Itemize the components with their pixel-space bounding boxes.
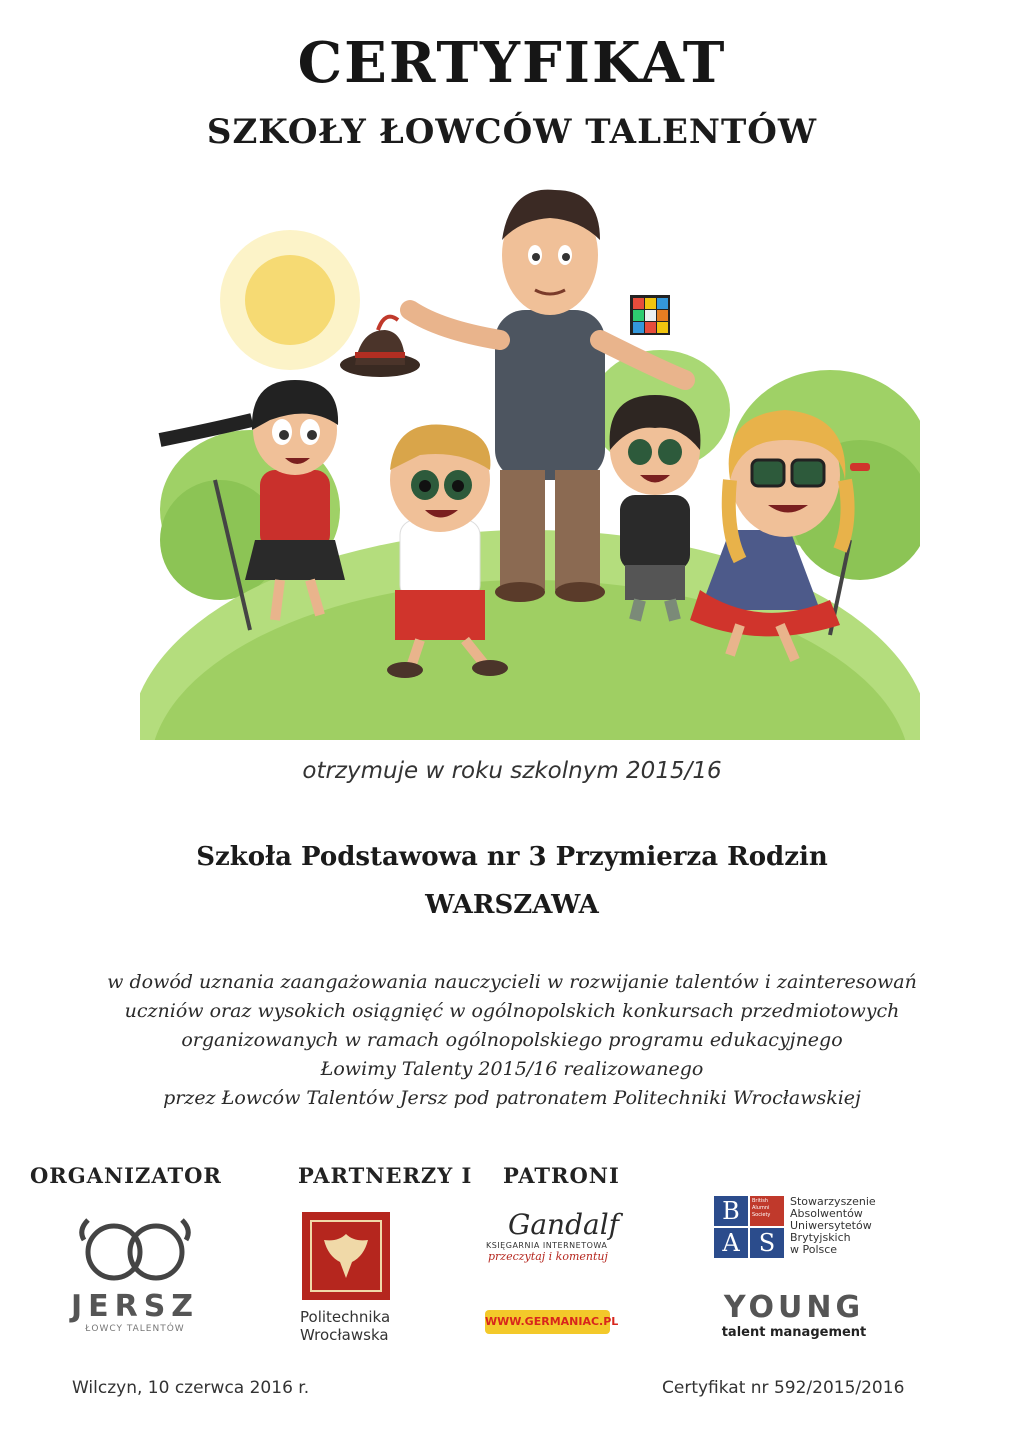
owl-eyes-icon	[70, 1210, 200, 1285]
bas-line: Absolwentów	[790, 1207, 863, 1220]
illustration-children-teacher	[140, 180, 920, 740]
description-line: przez Łowców Talentów Jersz pod patronatem Politechniki Wrocławskiej	[163, 1087, 861, 1109]
young-tagline: talent management	[721, 1325, 867, 1340]
description-line: Łowimy Talenty 2015/16 realizowanego	[320, 1058, 704, 1080]
young-name: YOUNG	[723, 1290, 865, 1325]
politechnika-logo	[300, 1212, 400, 1344]
politechnika-line1: Politechnika	[300, 1308, 391, 1326]
eagle-emblem-icon	[302, 1212, 390, 1300]
bas-text	[790, 1196, 876, 1256]
bas-line: Stowarzyszenie	[790, 1195, 876, 1208]
gandalf-name: Gandalf	[508, 1208, 620, 1241]
place-date: Wilczyn, 10 czerwca 2016 r.	[72, 1378, 310, 1398]
description-line: uczniów oraz wysokich osiągnięć w ogólnopolskich konkursach przedmiotowych	[124, 1000, 900, 1022]
certificate-subtitle: SZKOŁY ŁOWCÓW TALENTÓW	[206, 112, 818, 152]
bas-small-text: British Alumni Society	[750, 1196, 784, 1226]
bas-line: Uniwersytetów	[790, 1219, 872, 1232]
partners-heading: PARTNERZY I	[298, 1163, 473, 1188]
jersz-name: JERSZ	[70, 1289, 200, 1324]
description-line: organizowanych w ramach ogólnopolskiego programu edukacyjnego	[181, 1029, 843, 1051]
jersz-logo	[70, 1210, 200, 1340]
gandalf-script: przeczytaj i komentuj	[488, 1250, 608, 1263]
description-line: w dowód uznania zaangażowania nauczycieli w rozwijanie talentów i zainteresowań	[107, 971, 917, 993]
certificate-title: CERTYFIKAT	[297, 30, 727, 96]
bas-logo	[714, 1196, 914, 1266]
patrons-heading: PATRONI	[503, 1163, 620, 1188]
bas-letter-s: S	[750, 1228, 784, 1258]
school-year-line: otrzymuje w roku szkolnym 2015/16	[302, 758, 722, 784]
jersz-tagline: ŁOWCY TALENTÓW	[85, 1324, 185, 1334]
bas-letter-a: A	[714, 1228, 748, 1258]
organizer-heading: ORGANIZATOR	[30, 1163, 222, 1188]
germaniac-url: WWW.GERMANIAC.PL	[485, 1315, 619, 1328]
school-name: Szkoła Podstawowa nr 3 Przymierza Rodzin	[196, 842, 828, 872]
gandalf-logo	[478, 1208, 628, 1263]
bas-line: Brytyjskich	[790, 1231, 851, 1244]
school-city: WARSZAWA	[425, 890, 599, 920]
politechnika-line2: Wrocławska	[300, 1326, 389, 1344]
bas-letter-b: B	[714, 1196, 748, 1226]
young-logo	[714, 1290, 874, 1340]
certificate-description	[40, 968, 984, 1113]
gandalf-tagline: KSIĘGARNIA INTERNETOWA	[486, 1241, 608, 1250]
certificate-number: Certyfikat nr 592/2015/2016	[662, 1378, 905, 1398]
germaniac-logo	[485, 1310, 619, 1334]
rubik-cube-drawing	[630, 295, 670, 335]
bas-line: w Polsce	[790, 1243, 838, 1256]
